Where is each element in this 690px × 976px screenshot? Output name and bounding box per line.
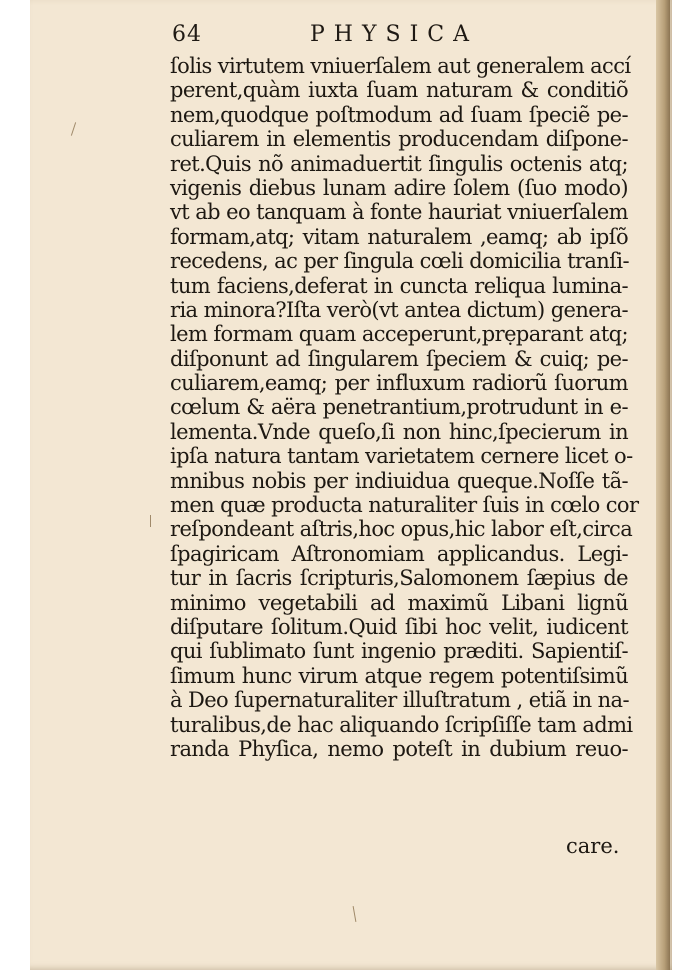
page-edge bbox=[656, 0, 670, 970]
text-line: vigenis diebus lunam adire ſolem (ſuo modo) bbox=[170, 175, 628, 200]
text-line: vt ab eo tanquam à fonte hauriat vniuerſalem bbox=[170, 200, 628, 225]
text-line: diſponunt ad ſingularem ſpeciem & cuiq; pe- bbox=[170, 346, 628, 371]
text-line: qui ſublimato ſunt ingenio præditi. Sapientiſ- bbox=[170, 639, 628, 664]
page-number: 64 bbox=[172, 22, 202, 47]
text-line: diſputare ſolitum.Quid ſibi hoc velit, iudicent bbox=[170, 614, 628, 639]
text-line: lementa.Vnde queſo,ſi non hinc,ſpecierum in bbox=[170, 419, 628, 444]
text-line: ria minora?Iſta verò(vt antea dictum) genera- bbox=[170, 297, 628, 322]
catchword: care. bbox=[566, 834, 620, 858]
text-line: randa Phyſica, nemo poteſt in dubium reuo- bbox=[170, 736, 628, 761]
text-line: culiarem,eamq; per influxum radiorũ ſuorum bbox=[170, 371, 628, 396]
text-line: ſpagiricam Aſtronomiam applicandus. Legi- bbox=[170, 541, 628, 566]
text-line: ipſa natura tantam varietatem cernere licet o- bbox=[170, 444, 633, 469]
text-line: recedens, ac per ſingula cœli domicilia tranſi- bbox=[170, 249, 629, 274]
text-line: mnibus nobis per indiuidua queque.Noſſe tã- bbox=[170, 468, 628, 493]
paper-mark bbox=[150, 515, 151, 527]
text-line: reſpondeant aſtris,hoc opus,hic labor eſt,circa bbox=[170, 517, 633, 542]
text-line: cœlum & aëra penetrantium,protrudunt in e- bbox=[170, 395, 628, 420]
text-line: ſimum hunc virum atque regem potentiſsimũ bbox=[170, 663, 628, 688]
text-line: ret.Quis nõ animaduertit ſingulis octenis atq; bbox=[170, 151, 628, 176]
text-line: tur in ſacris ſcripturis,Salomonem ſæpius de bbox=[170, 566, 628, 591]
text-line: turalibus,de hac aliquando ſcripſiſſe tam admi bbox=[170, 712, 633, 737]
text-line: nem,quodque poſtmodum ad ſuam ſpeciẽ pe- bbox=[170, 102, 628, 127]
text-line: tum faciens,deferat in cuncta reliqua lumina- bbox=[170, 273, 628, 298]
body-text bbox=[170, 54, 639, 761]
text-line: perent,quàm iuxta ſuam naturam & conditiõ bbox=[170, 78, 628, 103]
text-line: à Deo ſupernaturaliter illuſtratum , etiã in na- bbox=[170, 688, 629, 713]
text-line: lem formam quam acceperunt,prẹparant atq; bbox=[170, 322, 628, 347]
text-line: minimo vegetabili ad maximũ Libani lignũ bbox=[170, 590, 628, 615]
text-line: formam,atq; vitam naturalem ,eamq; ab ipſõ bbox=[170, 224, 628, 249]
text-line: ſolis virtutem vniuerſalem aut generalem accí bbox=[170, 54, 631, 78]
text-line: culiarem in elementis producendam diſpone- bbox=[170, 127, 628, 152]
text-line: men quæ producta naturaliter ſuis in cœlo cor bbox=[170, 493, 639, 518]
running-title: PHYSICA bbox=[310, 22, 478, 47]
